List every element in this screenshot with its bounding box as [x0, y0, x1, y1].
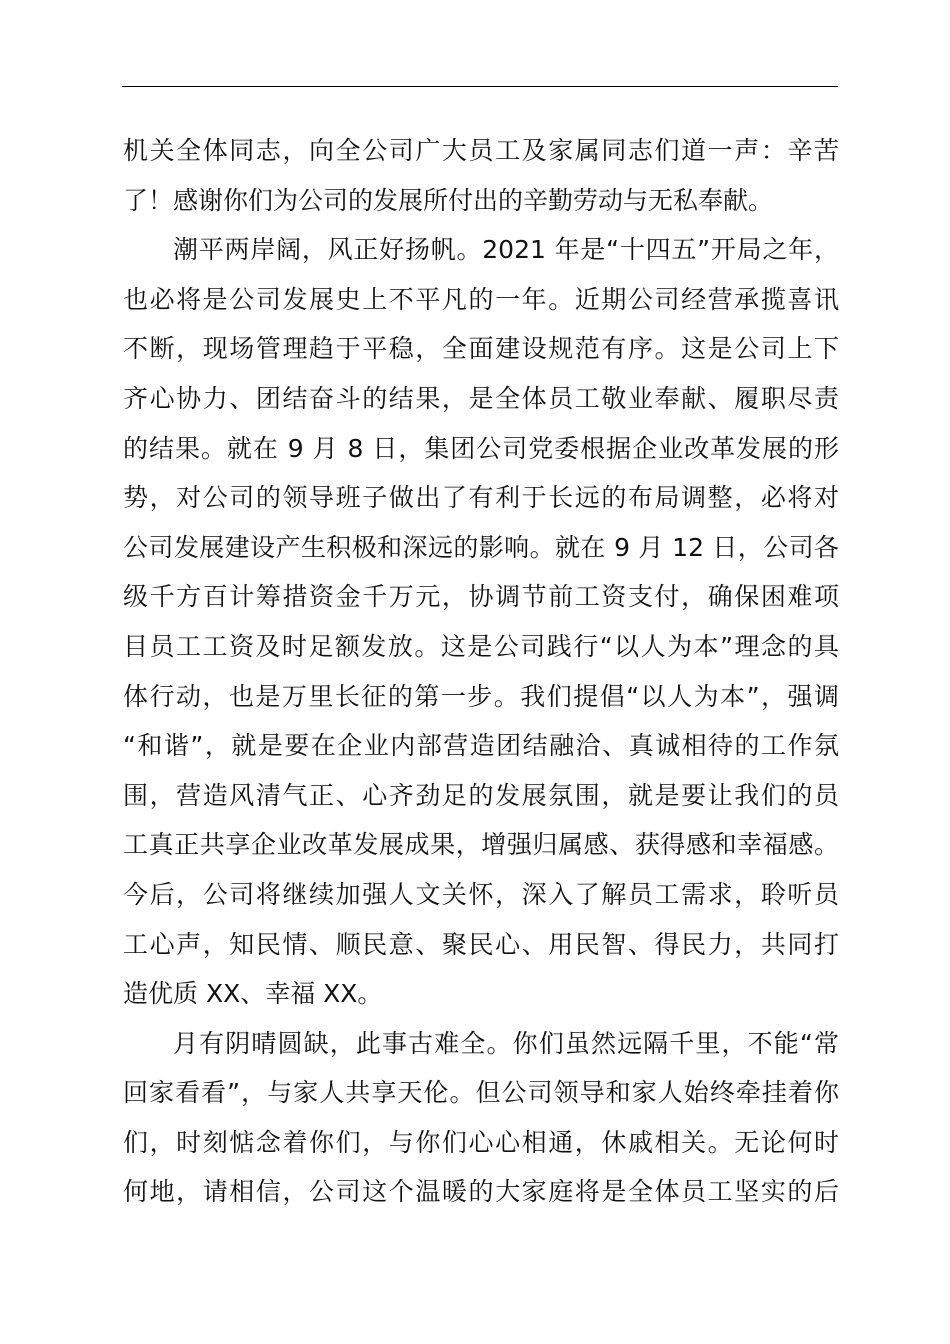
text-line: 工心声，知民情、顺民意、聚民心、用民智、得民力，共同打	[123, 929, 839, 959]
text-line: 也必将是公司发展史上不平凡的一年。近期公司经营承揽喜讯	[123, 284, 839, 314]
text-line: 势，对公司的领导班子做出了有利于长远的布局调整，必将对	[123, 483, 839, 513]
header-rule	[122, 86, 838, 87]
text-line: 齐心协力、团结奋斗的结果，是全体员工敬业奉献、履职尽责	[123, 383, 839, 413]
text-line: 今后，公司将继续加强人文关怀，深入了解员工需求，聆听员	[123, 879, 839, 909]
text-line: 了！感谢你们为公司的发展所付出的辛勤劳动与无私奉献。	[123, 185, 774, 215]
text-line: 何地，请相信，公司这个温暖的大家庭将是全体员工坚实的后	[123, 1177, 839, 1207]
text-line: “和谐”，就是要在企业内部营造团结融洽、真诚相待的工作氛	[123, 731, 839, 761]
text-line: 不断，现场管理趋于平稳，全面建设规范有序。这是公司上下	[123, 334, 839, 364]
text-line: 造优质 XX、幸福 XX。	[123, 979, 383, 1009]
text-line: 潮平两岸阔，风正好扬帆。2021 年是“十四五”开局之年，	[173, 235, 839, 265]
text-line: 目员工工资及时足额发放。这是公司践行“以人为本”理念的具	[123, 631, 839, 661]
text-line: 公司发展建设产生积极和深远的影响。就在 9 月 12 日，公司各	[123, 532, 839, 562]
text-line: 的结果。就在 9 月 8 日，集团公司党委根据企业改革发展的形	[123, 433, 839, 463]
document-body	[123, 126, 839, 1217]
text-line: 体行动，也是万里长征的第一步。我们提倡“以人为本”，强调	[123, 681, 839, 711]
paragraph-2	[123, 225, 839, 1019]
paragraph-3	[123, 1019, 839, 1217]
paragraph-1	[123, 126, 839, 225]
text-line: 工真正共享企业改革发展成果，增强归属感、获得感和幸福感。	[123, 830, 839, 860]
text-line: 机关全体同志，向全公司广大员工及家属同志们道一声：辛苦	[123, 136, 839, 165]
text-line: 级千方百计筹措资金千万元，协调节前工资支付，确保困难项	[123, 582, 839, 612]
text-line: 回家看看”，与家人共享天伦。但公司领导和家人始终牵挂着你	[123, 1078, 839, 1108]
text-line: 围，营造风清气正、心齐劲足的发展氛围，就是要让我们的员	[123, 780, 839, 810]
text-line: 月有阴晴圆缺，此事古难全。你们虽然远隔千里，不能“常	[173, 1028, 839, 1058]
text-line: 们，时刻惦念着你们，与你们心心相通，休戚相关。无论何时	[123, 1127, 839, 1157]
